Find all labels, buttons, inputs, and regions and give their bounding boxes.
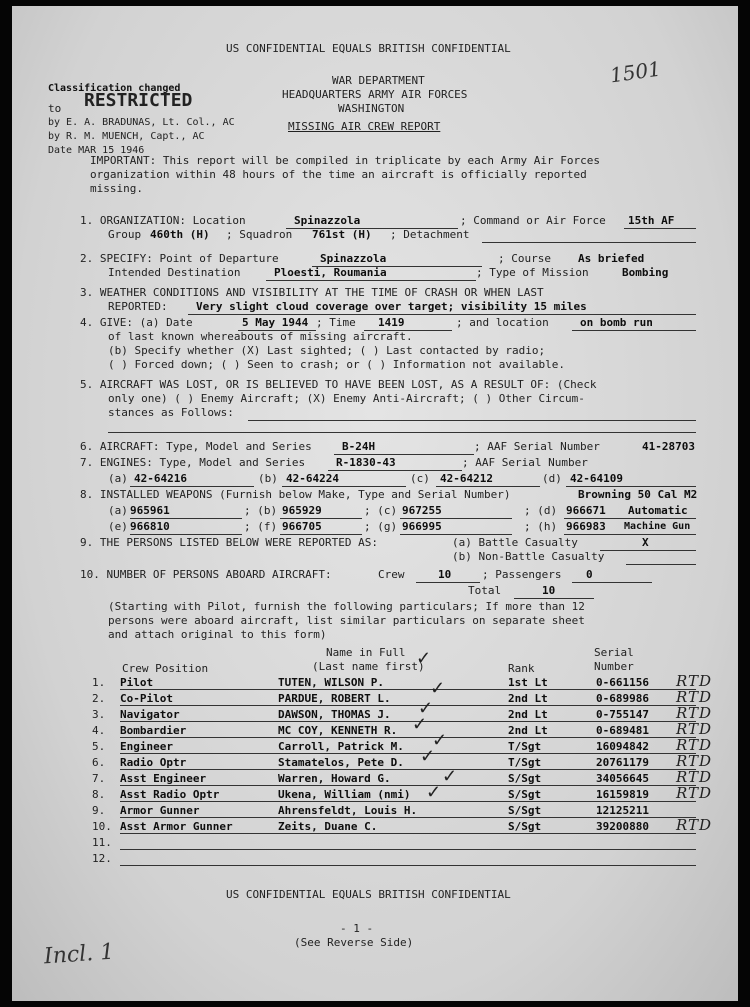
rule [436,486,540,487]
engine-d-label: (d) [542,472,562,485]
item-4-label: 4. GIVE: (a) Date [80,316,193,329]
item-1-command-label: ; Command or Air Force [460,214,606,227]
crew-position: Navigator [120,708,180,721]
aircraft-type: B-24H [342,440,376,453]
crew-row-rule [120,817,696,818]
total-count: 10 [542,584,556,597]
item-6-serial-label: ; AAF Serial Number [474,440,600,453]
checkmark: ✓ [418,698,434,719]
item-2-label: 2. SPECIFY: Point of Departure [80,252,279,265]
handwritten-enclosure-note: Incl. 1 [43,939,115,970]
rule [266,280,476,281]
crew-row-number: 2. [92,692,106,705]
crew-position: Asst Radio Optr [120,788,220,801]
instructions-line-3: and attach original to this form) [108,628,327,641]
crew-serial: 16159819 [596,788,649,801]
item-1-squadron-label: ; Squadron [226,228,293,241]
document-page [12,6,738,1001]
classification-changed: Classification changed [48,83,181,94]
crew-row-number: 3. [92,708,106,721]
org-location: Spinazzola [294,214,361,227]
item-4-time-label: ; Time [316,316,356,329]
weapon-serial-h: 966983 [566,520,606,533]
crew-row-number: 8. [92,788,106,801]
weapon-f-label: ; (f) [244,520,278,533]
crew-row-rule [120,865,696,866]
crew-rank: T/Sgt [508,740,542,753]
crew-serial: 0-661156 [596,676,649,689]
org-group: 460th (H) [150,228,210,241]
weapon-serial-e: 966810 [130,520,170,533]
crew-position: Radio Optr [120,756,187,769]
item-1-label: 1. ORGANIZATION: Location [80,214,246,227]
instructions-line-2: persons were aboard aircraft, list similar particulars on separate sheet [108,614,585,627]
engine-serial-d: 42-64109 [570,472,623,485]
report-title: MISSING AIR CREW REPORT [288,120,441,133]
rule [130,534,242,535]
col-serial-2: Number [594,660,634,673]
crew-serial: 20761179 [596,756,649,769]
rule [328,470,462,471]
weapon-h-label: ; (h) [524,520,558,533]
weapon-a-label: (a) [108,504,128,517]
crew-position: Bombardier [120,724,187,737]
crew-position: Engineer [120,740,173,753]
rule [482,242,696,243]
col-name-2: (Last name first) [312,660,425,673]
rule [280,518,362,519]
item-9-label: 9. THE PERSONS LISTED BELOW WERE REPORTED AS: [80,536,379,549]
weapon-serial-c: 967255 [402,504,442,517]
crew-row-rule [120,737,696,738]
checkmark: ✓ [420,746,436,767]
weapon-serial-a: 965961 [130,504,170,517]
crew-position: Armor Gunner [120,804,200,817]
mission-type: Bombing [622,266,669,279]
crew-serial: 0-755147 [596,708,649,721]
item-5-line-3: stances as Follows: [108,406,234,419]
crew-serial: 34056645 [596,772,649,785]
rule [566,486,696,487]
rule [400,534,512,535]
item-1-detachment-label: ; Detachment [390,228,470,241]
rule [514,598,594,599]
crew-row-number: 11. [92,836,112,849]
crew-row-rule [120,753,696,754]
rule [400,518,512,519]
crew-rank: 1st Lt [508,676,548,689]
intended-destination: Ploesti, Roumania [274,266,387,279]
passengers-label: ; Passengers [482,568,562,581]
rtd-mark: RTD [676,752,713,770]
item-10-label: 10. NUMBER OF PERSONS ABOARD AIRCRAFT: [80,568,332,581]
crew-serial: 39200880 [596,820,649,833]
item-6-label: 6. AIRCRAFT: Type, Model and Series [80,440,312,453]
weapon-b-label: ; (b) [244,504,278,517]
item-2-dest-label: Intended Destination [108,266,241,279]
weapon-g-label: ; (g) [364,520,398,533]
rule [130,486,254,487]
weapon-h-note: Machine Gun [624,521,691,532]
crew-name: Stamatelos, Pete D. [278,756,404,769]
loss-date: 5 May 1944 [242,316,309,329]
aircraft-serial: 41-28703 [642,440,695,453]
dept-line-1: WAR DEPARTMENT [332,74,425,87]
engine-b-label: (b) [258,472,278,485]
rule [564,518,696,519]
item-2-course-label: ; Course [498,252,551,265]
weapon-serial-f: 966705 [282,520,322,533]
item-2-mission-label: ; Type of Mission [476,266,589,279]
crew-name: PARDUE, ROBERT L. [278,692,391,705]
engine-type: R-1830-43 [336,456,396,469]
crew-name: TUTEN, WILSON P. [278,676,384,689]
item-4-last-known: of last known whereabouts of missing aircraft. [108,330,413,343]
item-3-label: 3. WEATHER CONDITIONS AND VISIBILITY AT THE TIME OF CRASH OR WHEN LAST [80,286,544,299]
col-rank: Rank [508,662,535,675]
crew-rank: T/Sgt [508,756,542,769]
rtd-mark: RTD [676,768,713,786]
crew-rank: S/Sgt [508,772,542,785]
crew-name: Zeits, Duane C. [278,820,378,833]
crew-name: DAWSON, THOMAS J. [278,708,391,721]
crew-serial: 0-689481 [596,724,649,737]
crew-row-rule [120,705,696,706]
top-banner: US CONFIDENTIAL EQUALS BRITISH CONFIDENTIAL [226,42,511,55]
crew-serial: 0-689986 [596,692,649,705]
instructions-line-1: (Starting with Pilot, furnish the following particulars; If more than 12 [108,600,585,613]
rtd-mark: RTD [676,736,713,754]
crew-rank: 2nd Lt [508,724,548,737]
crew-position: Pilot [120,676,154,689]
casualty-b: (b) Non-Battle Casualty [452,550,605,563]
item-4-location-label: ; and location [456,316,549,329]
rule [130,518,242,519]
crew-row-number: 12. [92,852,112,865]
crew-row-rule [120,721,696,722]
authority-line-2: by R. M. MUENCH, Capt., AC [48,131,205,142]
rule [248,420,696,421]
passenger-count: 0 [586,568,593,581]
crew-row-number: 1. [92,676,106,689]
crew-position: Asst Armor Gunner [120,820,233,833]
crew-label: Crew [378,568,405,581]
checkmark: ✓ [430,678,446,699]
important-line-2: organization within 48 hours of the time an aircraft is officially reported [90,168,587,181]
crew-name: Warren, Howard G. [278,772,391,785]
item-4-b2: ( ) Forced down; ( ) Seen to crash; or ( ) Information not available. [108,358,565,371]
crew-rank: 2nd Lt [508,708,548,721]
engine-a-label: (a) [108,472,128,485]
rule [624,228,696,229]
page-number: - 1 - [340,922,374,935]
item-7-serial-label: ; AAF Serial Number [462,456,588,469]
crew-row-rule [120,689,696,690]
rule [334,454,474,455]
engine-serial-c: 42-64212 [440,472,493,485]
dept-line-2: HEADQUARTERS ARMY AIR FORCES [282,88,468,101]
crew-serial: 16094842 [596,740,649,753]
loss-time: 1419 [378,316,405,329]
crew-name: Ukena, William (nmi) [278,788,411,801]
crew-row-rule [120,849,696,850]
crew-rank: S/Sgt [508,788,542,801]
weapon-serial-b: 965929 [282,504,322,517]
departure-point: Spinazzola [320,252,387,265]
item-7-label: 7. ENGINES: Type, Model and Series [80,456,306,469]
restricted-stamp: RESTRICTED [84,90,193,111]
crew-row-rule [120,833,696,834]
rule [572,582,652,583]
crew-row-number: 6. [92,756,106,769]
loss-location: on bomb run [580,316,653,329]
rule [280,534,362,535]
item-3-reported-label: REPORTED: [108,300,168,313]
crew-position: Asst Engineer [120,772,207,785]
crew-row-rule [120,769,696,770]
crew-row-number: 9. [92,804,106,817]
weapon-serial-g: 966995 [402,520,442,533]
item-4-b: (b) Specify whether (X) Last sighted; ( ) Last contacted by radio; [108,344,546,357]
crew-row-number: 7. [92,772,106,785]
authority-line-1: by E. A. BRADUNAS, Lt. Col., AC [48,117,235,128]
casualty-a-mark: X [642,536,649,549]
rtd-mark: RTD [676,720,713,738]
weapon-e-label: (e) [108,520,128,533]
col-serial-1: Serial [594,646,634,659]
col-position: Crew Position [122,662,209,675]
crew-rank: S/Sgt [508,804,542,817]
crew-row-number: 5. [92,740,106,753]
checkmark: ✓ [432,730,448,751]
rule [564,534,696,535]
weapon-d-label: ; (d) [524,504,558,517]
crew-row-rule [120,785,696,786]
rule [108,432,696,433]
important-line-3: missing. [90,182,143,195]
crew-name: Carroll, Patrick M. [278,740,404,753]
engine-serial-b: 42-64224 [286,472,339,485]
crew-row-number: 4. [92,724,106,737]
dept-line-3: WASHINGTON [338,102,405,115]
checkmark: ✓ [426,782,442,803]
engine-c-label: (c) [410,472,430,485]
rtd-mark: RTD [676,672,713,690]
col-name-1: Name in Full [326,646,406,659]
crew-position: Co-Pilot [120,692,173,705]
rtd-mark: RTD [676,688,713,706]
course: As briefed [578,252,645,265]
rtd-mark: RTD [676,784,713,802]
weather-conditions: Very slight cloud coverage over target; visibility 15 miles [196,300,587,313]
crew-count: 10 [438,568,452,581]
org-squadron: 761st (H) [312,228,372,241]
checkmark: ✓ [412,714,428,735]
crew-serial: 12125211 [596,804,649,817]
crew-rank: 2nd Lt [508,692,548,705]
item-1-group-label: Group [108,228,142,241]
footer-banner: US CONFIDENTIAL EQUALS BRITISH CONFIDENTIAL [226,888,511,901]
crew-row-number: 10. [92,820,112,833]
rtd-mark: RTD [676,704,713,722]
rtd-mark: RTD [676,816,713,834]
weapon-make: Browning 50 Cal M2 [578,488,698,501]
handwritten-number: 1501 [608,56,663,88]
engine-serial-a: 42-64216 [134,472,187,485]
weapon-d-note: Automatic [628,504,688,517]
weapon-c-label: ; (c) [364,504,398,517]
crew-name: Ahrensfeldt, Louis H. [278,804,418,817]
crew-rank: S/Sgt [508,820,542,833]
checkmark: ✓ [442,766,458,787]
rule [282,486,406,487]
item-5-line-2: only one) ( ) Enemy Aircraft; (X) Enemy Anti-Aircraft; ( ) Other Circum- [108,392,585,405]
checkmark: ✓ [416,648,432,669]
casualty-a: (a) Battle Casualty [452,536,578,549]
rule [600,550,696,551]
see-reverse: (See Reverse Side) [294,936,414,949]
rule [626,564,696,565]
rule [572,330,696,331]
crew-name: MC COY, KENNETH R. [278,724,398,737]
rule [416,582,480,583]
org-command: 15th AF [628,214,675,227]
crew-row-rule [120,801,696,802]
total-label: Total [468,584,502,597]
item-5-label: 5. AIRCRAFT WAS LOST, OR IS BELIEVED TO HAVE BEEN LOST, AS A RESULT OF: (Check [80,378,597,391]
important-line-1: IMPORTANT: This report will be compiled in triplicate by each Army Air Forces [90,154,600,167]
item-8-label: 8. INSTALLED WEAPONS (Furnish below Make, Type and Serial Number) [80,488,511,501]
weapon-serial-d: 966671 [566,504,606,517]
rule [188,314,696,315]
classification-to: to [48,102,62,115]
classification-date: Date MAR 15 1946 [48,145,145,156]
